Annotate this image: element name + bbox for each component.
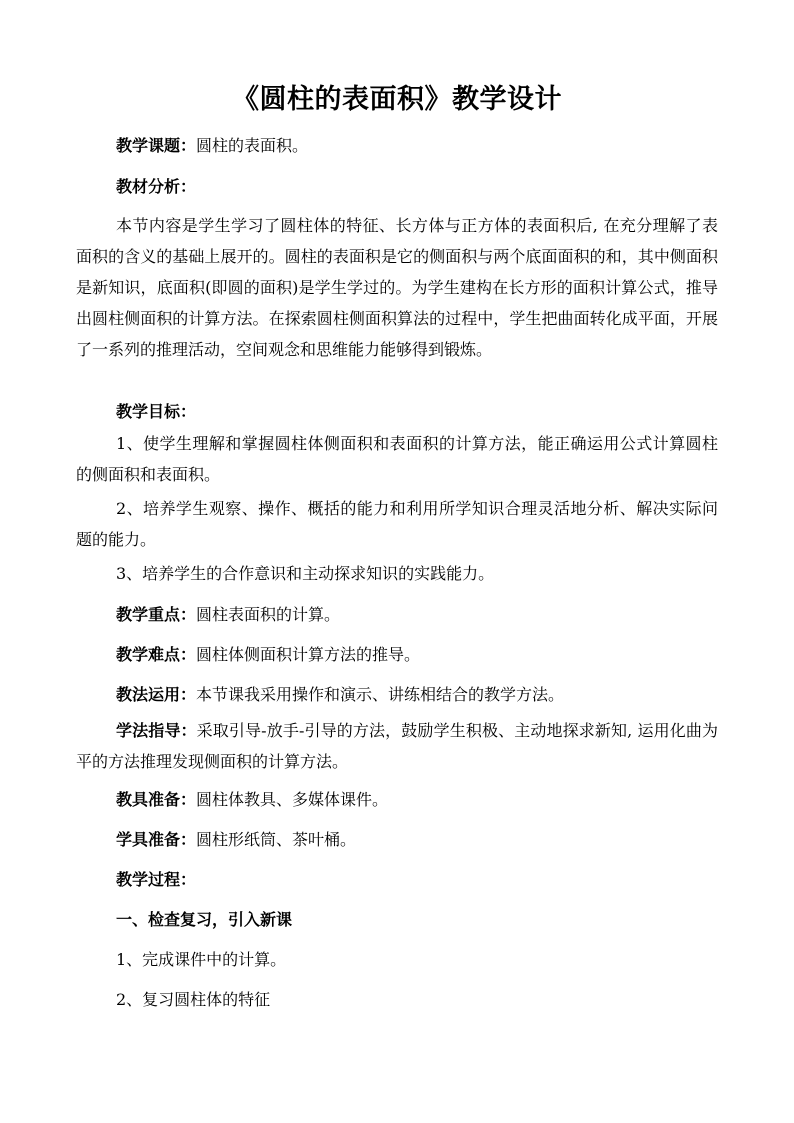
course-topic-value: 圆柱的表面积。 <box>196 136 309 155</box>
course-topic <box>76 130 718 161</box>
process-step-1: 1、完成课件中的计算。 <box>116 950 287 969</box>
difficulty-label: 教学难点： <box>116 645 197 664</box>
objectives-label: 教学目标： <box>116 402 197 421</box>
objective-item-2: 2、培养学生观察、操作、概括的能力和利用所学知识合理灵活地分析、解决实际问题的能力。 <box>76 499 718 549</box>
teaching-aids <box>76 784 718 815</box>
learning-guidance-label: 学法指导： <box>116 721 197 740</box>
material-analysis-label: 教材分析： <box>116 177 197 196</box>
teaching-method <box>76 679 718 710</box>
key-point-value: 圆柱表面积的计算。 <box>196 605 341 624</box>
key-point <box>76 599 718 630</box>
learning-guidance-value: 采取引导-放手-引导的方法，鼓励学生积极、主动地探求新知, 运用化曲为平的方法推理发现侧面积的计算方法。 <box>76 721 718 771</box>
learning-aids <box>76 824 718 855</box>
process-label: 教学过程： <box>116 870 197 889</box>
learning-guidance <box>76 715 718 777</box>
document-title: 《圆柱的表面积》教学设计 <box>232 84 562 115</box>
process-step-2: 2、复习圆柱体的特征 <box>116 990 271 1009</box>
course-topic-label: 教学课题： <box>116 136 197 155</box>
difficulty-value: 圆柱体侧面积计算方法的推导。 <box>196 645 421 664</box>
material-analysis-text: 本节内容是学生学习了圆柱体的特征、长方体与正方体的表面积后, 在充分理解了表面积的含义的基础上展开的。圆柱的表面积是它的侧面积与两个底面面积的和，其中侧面积是新知识，底面积(即圆的面积)是学生学过的。为学生建构在长方形的面积计算公式，推导出圆柱侧面积的计算方法。在探索圆柱侧面积算法的过程中，学生把曲面转化成平面，开展了一系列的推理活动，空间观念和思维能力能够得到锻炼。 <box>76 216 718 359</box>
teaching-aids-label: 教具准备： <box>116 790 197 809</box>
difficulty <box>76 639 718 670</box>
objective-item-3: 3、培养学生的合作意识和主动探求知识的实践能力。 <box>116 564 495 583</box>
teaching-aids-value: 圆柱体教具、多媒体课件。 <box>196 790 389 809</box>
teaching-method-value: 本节课我采用操作和演示、讲练相结合的教学方法。 <box>196 685 565 704</box>
objective-item-1: 1、使学生理解和掌握圆柱体侧面积和表面积的计算方法，能正确运用公式计算圆柱的侧面积和表面积。 <box>76 434 718 484</box>
learning-aids-label: 学具准备： <box>116 830 197 849</box>
key-point-label: 教学重点： <box>116 605 197 624</box>
learning-aids-value: 圆柱形纸筒、茶叶桶。 <box>196 830 357 849</box>
process-section-heading: 一、检查复习，引入新课 <box>116 910 293 929</box>
teaching-method-label: 教法运用： <box>116 685 197 704</box>
